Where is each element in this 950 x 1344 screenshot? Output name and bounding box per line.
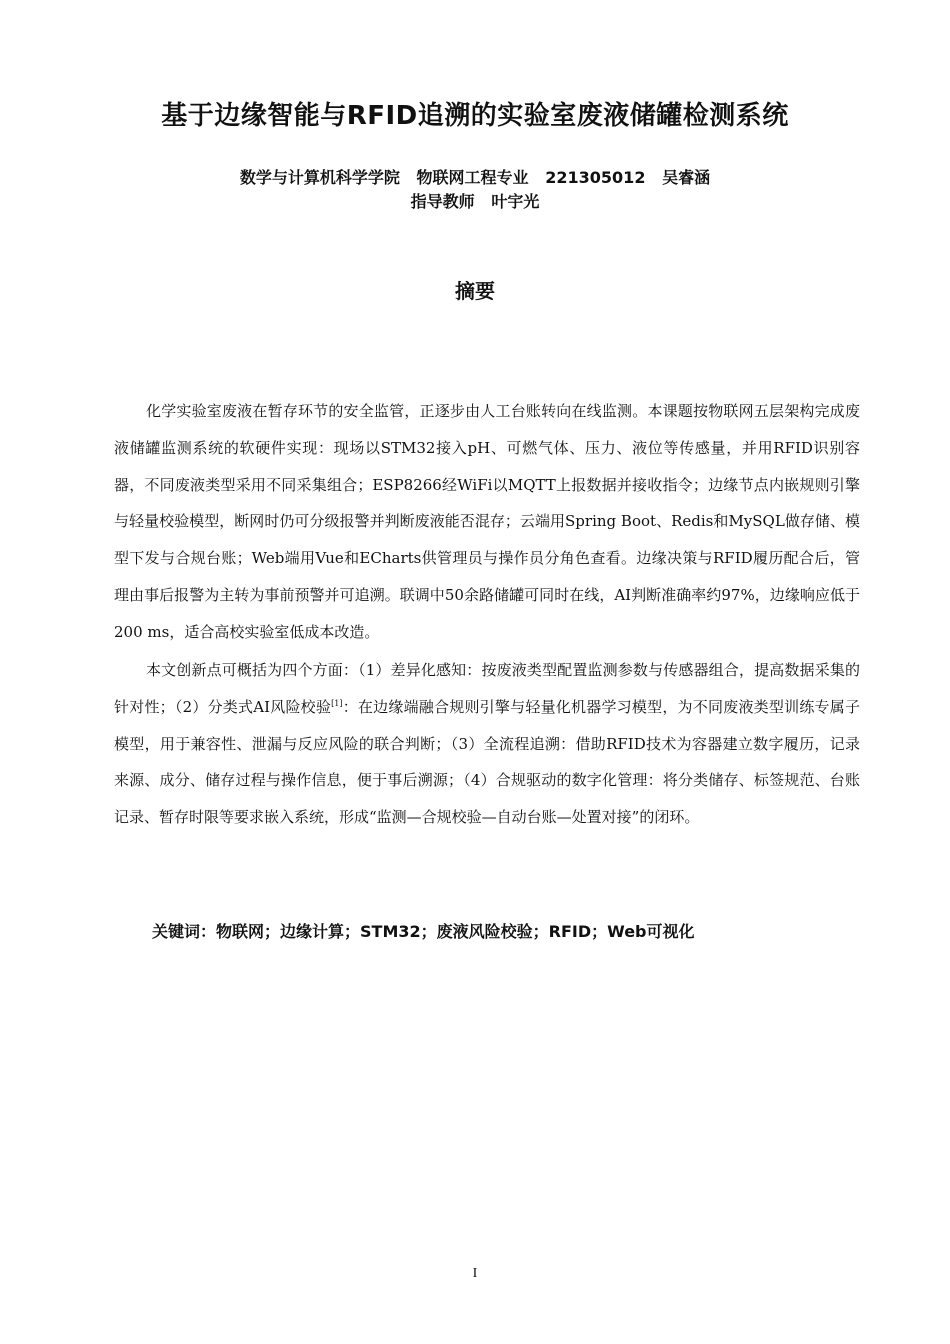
paragraph-2-text-a: 本文创新点可概括为四个方面：（1）差异化感知：按废液类型配置监测参数与传感器组合，提高数据采集的针对性；（2）分类式AI风险校验 [114, 661, 860, 716]
page-number: I [472, 1266, 478, 1281]
abstract-paragraph-2 [114, 652, 860, 836]
keywords-line: 关键词：物联网；边缘计算；STM32；废液风险校验；RFID；Web可视化 [152, 922, 695, 941]
abstract-heading: 摘要 [455, 279, 495, 303]
citation-mark[interactable]: [1] [331, 698, 343, 708]
abstract-paragraph-1: 化学实验室废液在暂存环节的安全监管，正逐步由人工台账转向在线监测。本课题按物联网五层架构完成废液储罐监测系统的软硬件实现：现场以STM32接入pH、可燃气体、压力、液位等传感量，并用RFID识别容器，不同废液类型采用不同采集组合；ESP8266经WiFi以MQTT上报数据并接收指令；边缘节点内嵌规则引擎与轻量校验模型，断网时仍可分级报警并判断废液能否混存；云端用Spring Boot、Redis和MySQL做存储、模型下发与合规台账；Web端用Vue和ECharts供管理员与操作员分角色查看。边缘决策与RFID履历配合后，管理由事后报警为主转为事前预警并可追溯。联调中50余路储罐可同时在线，AI判断准确率约97%，边缘响应低于200 ms，适合高校实验室低成本改造。 [114, 402, 860, 641]
author-info: 数学与计算机科学学院 物联网工程专业 221305012 吴睿涵 [239, 168, 711, 187]
paper-title: 基于边缘智能与RFID追溯的实验室废液储罐检测系统 [161, 101, 789, 131]
paragraph-2-text-b: ：在边缘端融合规则引擎与轻量化机器学习模型，为不同废液类型训练专属子模型，用于兼容性、泄漏与反应风险的联合判断；（3）全流程追溯：借助RFID技术为容器建立数字履历，记录来源、成分、储存过程与操作信息，便于事后溯源；（4）合规驱动的数字化管理：将分类储存、标签规范、台账记录、暂存时限等要求嵌入系统，形成“监测—合规校验—自动台账—处置对接”的闭环。 [114, 697, 860, 827]
advisor-info: 指导教师 叶宇光 [410, 192, 540, 211]
